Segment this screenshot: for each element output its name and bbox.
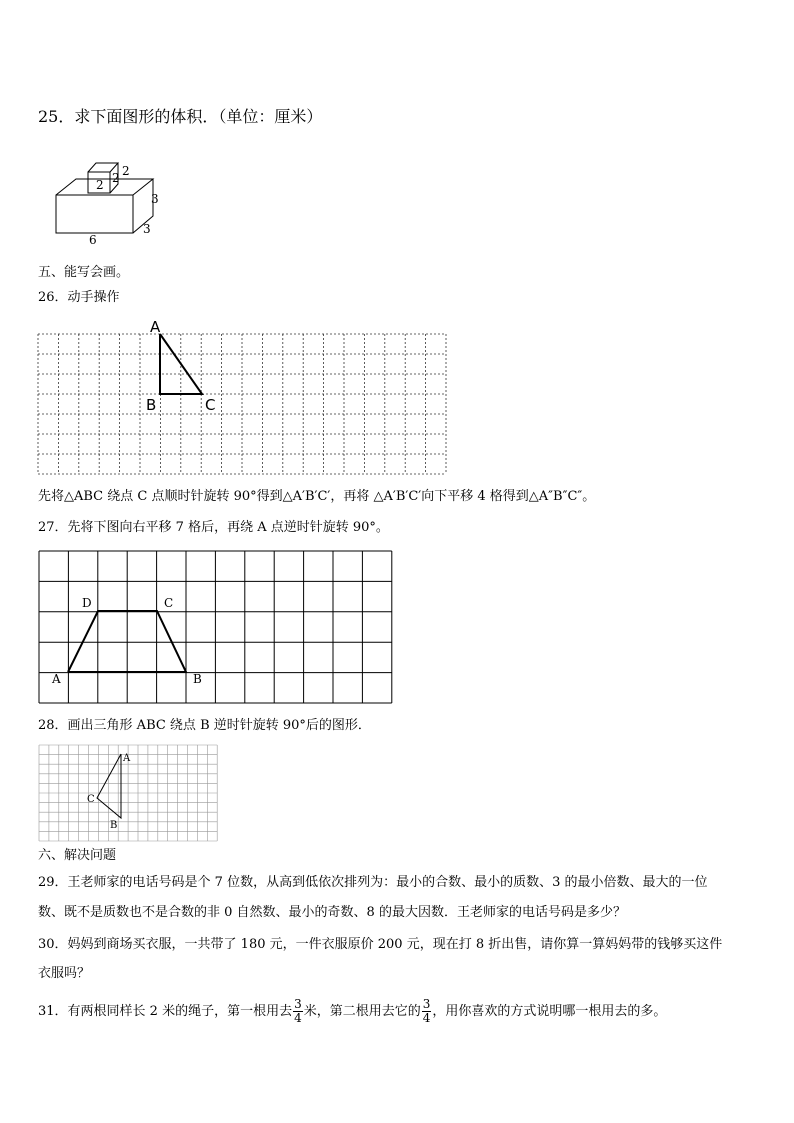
cuboid-with-cube-figure <box>50 158 170 248</box>
vertex-c-label: C <box>87 794 95 805</box>
fraction-2-denominator: 4 <box>422 1011 431 1025</box>
vertex-a-label: A <box>150 318 161 336</box>
box-height-label: 3 <box>151 192 159 206</box>
fraction-1-denominator: 4 <box>294 1011 302 1025</box>
vertex-b-label: B <box>110 820 118 831</box>
translation-grid-figure <box>38 550 396 704</box>
question-26-text: 先将△ABC 绕点 C 点顺时针旋转 90°得到△A′B′C′，再将 △A′B′C′向下平移 4 格得到△A″B″C″。 <box>38 489 596 504</box>
question-27-text: 27．先将下图向右平移 7 格后，再绕 A 点逆时针旋转 90°。 <box>38 520 389 535</box>
box-depth-label: 3 <box>143 222 151 236</box>
section-5-heading: 五、能写会画。 <box>38 265 130 280</box>
question-29-line-1: 29．王老师家的电话号码是个 7 位数，从高到低依次排列为：最小的合数、最小的质数、3 的最小倍数、最大的一位 <box>38 875 708 890</box>
fraction-2-numerator: 3 <box>422 997 431 1011</box>
vertex-a-label: A <box>52 672 61 686</box>
question-31-part-1: 31．有两根同样长 2 米的绳子，第一根用去 <box>38 1004 293 1019</box>
cube-front-label: 2 <box>96 178 104 192</box>
vertex-c-label: C <box>205 396 216 414</box>
fraction-1 <box>293 998 303 1025</box>
vertex-b-label: B <box>193 672 202 686</box>
vertex-a-label: A <box>123 753 131 764</box>
question-30-line-1: 30．妈妈到商场买衣服，一共带了 180 元，一件衣服原价 200 元，现在打 8 折出售，请你算一算妈妈带的钱够买这件 <box>38 937 723 952</box>
question-31-part-2: 米，第二根用去它的 <box>303 1004 421 1019</box>
rotation-grid-figure <box>35 318 455 480</box>
vertex-c-label: C <box>164 596 174 610</box>
question-30-line-2: 衣服吗？ <box>38 966 91 981</box>
cube-height-label: 2 <box>122 164 130 178</box>
question-31-part-3: ，用你喜欢的方式说明哪一根用去的多。 <box>432 1004 667 1019</box>
question-25-text: 25．求下面图形的体积．（单位：厘米） <box>38 107 323 126</box>
triangle-abc <box>97 754 121 818</box>
section-6-heading: 六、解决问题 <box>38 848 117 863</box>
question-26-title: 26．动手操作 <box>38 290 120 305</box>
vertex-d-label: D <box>82 596 92 610</box>
box-front-face <box>56 195 133 233</box>
vertex-b-label: B <box>146 396 157 414</box>
box-length-label: 6 <box>89 233 97 247</box>
fraction-1-numerator: 3 <box>294 997 302 1011</box>
question-28-text: 28．画出三角形 ABC 绕点 B 逆时针旋转 90°后的图形． <box>38 718 371 733</box>
cube-side-label: 2 <box>112 171 120 185</box>
fraction-2 <box>422 998 432 1025</box>
rotation-small-grid-figure <box>38 744 220 842</box>
question-31-text <box>38 997 666 1027</box>
question-29-line-2: 数、既不是质数也不是合数的非 0 自然数、最小的奇数、8 的最大因数．王老师家的电话号码是多少？ <box>38 905 626 920</box>
